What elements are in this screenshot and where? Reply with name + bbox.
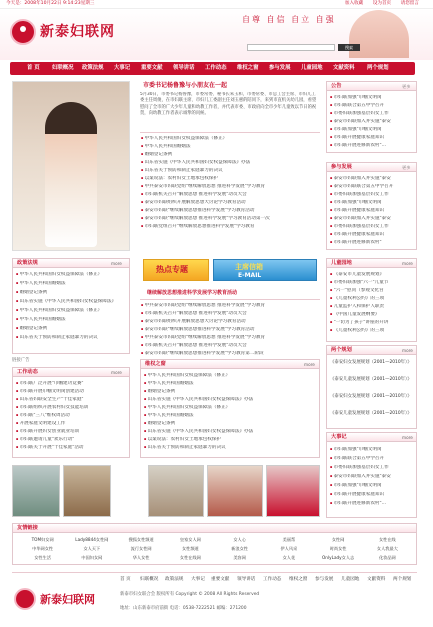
footer-logo-icon — [14, 588, 36, 610]
feature-list-item[interactable]: ▪ 中共泰安市妇联党组"继续解放思想 推进科学发展"学习教育 — [141, 184, 319, 191]
participate-item[interactable]: ▪ 泰安市妇联加入并实施"泰安 — [330, 176, 414, 183]
feature-list-item[interactable]: ▪ 泰安市妇联"继续解放思想推进科学发展"学习教育活动 — [141, 208, 319, 215]
friend-link[interactable]: 女性生活 — [34, 555, 51, 560]
nav-item[interactable]: 领导讲话 — [173, 65, 195, 71]
work-item[interactable]: ▪ 市妇联开展巾帼文明岗创建活动 — [16, 389, 127, 396]
feature-list-item[interactable]: ▪ 以案说法：农村妇女土地承包权保护 — [141, 176, 319, 183]
email-label: E-MAIL — [238, 272, 262, 279]
feature-title[interactable]: 市委书记杨鲁豫与小朋友在一起 — [143, 82, 228, 89]
nav-item[interactable]: 政策法规 — [82, 65, 104, 71]
special-item[interactable]: ▪ 中共泰安市妇联党组"继续解放思想 推进科学发展"学习教育 — [141, 335, 319, 342]
work-item[interactable]: ▪ 市妇联关于开展"十佳家庭"活动 — [16, 445, 127, 452]
nav-item[interactable]: 妇联概况 — [52, 65, 74, 71]
search-input[interactable] — [247, 44, 335, 51]
plan-item[interactable]: 《泰安儿童发展规划（2001—2010年）》 — [330, 377, 412, 382]
children-item[interactable]: ▪ "六一"慰问（参观文化宫 — [330, 288, 414, 295]
children-more-link[interactable]: more — [402, 261, 413, 266]
date-text: 今天是：2008年10月22日 9:14:23星期三 — [6, 1, 95, 6]
policy-item[interactable]: ▪ 中华人民共和国妇女权益保障法（修正） — [16, 272, 127, 279]
feature-list-item[interactable]: ▪ 市妇联党组召开"继续解放思想推进科学发展"学习教育 — [141, 224, 319, 231]
friend-link[interactable]: 女性在线 — [378, 537, 396, 542]
friends-header — [13, 524, 416, 533]
rights-item[interactable]: ▪ 山东省实施《中华人民共和国妇女权益保障法》办法 — [144, 397, 318, 404]
friend-link[interactable]: 新浪女性 — [231, 546, 248, 551]
special-item[interactable]: ▪ 市妇联机关召开"解放思想 推进科学发展"动员大会 — [141, 343, 319, 350]
nav-item[interactable]: 首 页 — [27, 65, 40, 71]
nav-item[interactable]: 维权之窗 — [237, 65, 259, 71]
bookmark-link[interactable]: 加入收藏 — [344, 1, 364, 6]
plan-item[interactable]: 《泰安妇女发展规划（2001—2010年）》 — [330, 394, 412, 399]
notice-item[interactable]: ▪ 市妇联加强"巾帼文明岗 — [330, 95, 414, 102]
children-item[interactable]: ▪ 《儿童权利公约》的三项 — [330, 296, 414, 303]
policy-title: 政策法规 — [17, 260, 38, 266]
plan-item[interactable]: 《泰安妇女发展规划（2001—2010年）》 — [330, 360, 412, 365]
feature-list-item[interactable]: ▪ 山东省实施《中华人民共和国妇女权益保障法》办法 — [141, 160, 319, 167]
main-nav — [10, 62, 415, 75]
footer-contact: 地址：山东新泰市府前街 电话：0538-7222521 邮编：271200 — [120, 606, 247, 611]
events-more-link[interactable]: more — [402, 435, 413, 440]
friend-link[interactable]: 中国妇女网 — [81, 555, 103, 560]
top-bar — [0, 0, 433, 9]
nav-item[interactable]: 两个规划 — [367, 65, 389, 71]
policy-item[interactable]: ▪ 婚姻登记条例 — [16, 290, 127, 297]
footer-nav-item[interactable]: 大事记 — [191, 577, 205, 582]
friend-link[interactable]: 搜狐女性频道 — [128, 537, 154, 542]
participate-item[interactable]: ▪ 泰安市妇联加入并实施"泰安 — [330, 216, 414, 223]
friend-link[interactable]: 美容网 — [233, 555, 246, 560]
events-item[interactable]: ▪ 市妇联开展健康家庭知识 — [330, 492, 414, 499]
participate-item[interactable]: ▪ 泰安市妇联联合第五中学召开 — [330, 184, 414, 191]
notice-item[interactable]: ▪ 市妇联开展健康家庭知识 — [330, 135, 414, 142]
nav-item[interactable]: 参与发展 — [269, 65, 291, 71]
top-links — [337, 1, 419, 8]
nav-item[interactable]: 重要文献 — [141, 65, 163, 71]
work-item[interactable]: ▪ 市妇联广泛开展"巾帼建功竞赛" — [16, 381, 127, 388]
rights-item[interactable]: ▪ 中华人民共和国妇女权益保障法（修正） — [144, 373, 318, 380]
work-item[interactable]: ▪ 市妇联开展妇女创业就业培训 — [16, 429, 127, 436]
friend-link[interactable]: OnlyLady女人志 — [322, 555, 355, 560]
hot-topic-label: 热点专题 — [156, 265, 188, 274]
footer-nav-item[interactable]: 工作动态 — [263, 577, 282, 582]
nav-item[interactable]: 工作动态 — [205, 65, 227, 71]
friend-link[interactable]: 皇家女人网 — [179, 537, 201, 542]
ad-link-label[interactable]: 链接广告 — [12, 358, 30, 363]
message-link[interactable]: 请您留言 — [400, 1, 419, 6]
events-item[interactable]: ▪ 市妇联开展进修新农村"... — [330, 501, 414, 508]
participate-title: 参与发展 — [331, 164, 352, 170]
children-item[interactable]: ▪ "一切为了孩子"讲座的开讲 — [330, 320, 414, 327]
events-item[interactable]: ▪ 市委妇联加强基层妇女工作 — [330, 465, 414, 472]
children-item[interactable]: ▪ 市委妇联加强"六一"儿童节 — [330, 280, 414, 287]
children-item[interactable]: ▪ 《泰安市儿童发展规划》 — [330, 272, 414, 279]
rights-item[interactable]: ▪ 中华人民共和国婚姻法 — [144, 413, 318, 420]
special-item[interactable]: ▪ 市妇联机关召开"解放思想 推进科学发展"动员大会 — [141, 311, 319, 318]
news-photo[interactable] — [207, 465, 263, 517]
set-homepage-link[interactable]: 设为首页 — [372, 1, 392, 6]
feature-photo-figure — [45, 102, 97, 247]
work-item[interactable]: ▪ 市妇联"三八"维权周活动 — [16, 413, 127, 420]
footer-nav-item[interactable]: 重要文献 — [211, 577, 230, 582]
rights-item[interactable]: ▪ 中华人民共和国妇女权益保障法（修正） — [144, 405, 318, 412]
feature-list-item[interactable]: ▪ 婚姻登记条例 — [141, 152, 319, 159]
footer-nav-item[interactable]: 领导讲话 — [237, 577, 256, 582]
plans-title: 两个规划 — [331, 347, 352, 353]
friend-link[interactable]: 华人女性 — [132, 555, 150, 560]
news-photo[interactable] — [148, 465, 204, 517]
friend-link[interactable]: 女人花 — [282, 555, 296, 560]
friend-link[interactable]: 女人心 — [233, 537, 246, 542]
plan-item[interactable]: 《泰安儿童发展规划（2001—2010年）》 — [330, 411, 412, 416]
children-item[interactable]: ▪ 《儿童权利公约》的三项 — [330, 328, 414, 335]
plans-more-link[interactable]: more — [402, 348, 413, 353]
news-photo[interactable] — [63, 465, 111, 517]
feature-list-item[interactable]: ▪ 中华人民共和国妇女权益保障法（修正） — [141, 136, 319, 143]
events-item[interactable]: ▪ 市妇联加强"巾帼文明岗 — [330, 483, 414, 490]
news-photo[interactable] — [12, 465, 60, 517]
notice-more-link[interactable]: 更多 — [402, 84, 411, 89]
rights-item[interactable]: ▪ 婚姻登记条例 — [144, 421, 318, 428]
footer-nav-item[interactable]: 文献资料 — [367, 577, 386, 582]
work-more-link[interactable]: more — [111, 370, 122, 375]
friend-link[interactable]: 化妆品网 — [378, 555, 396, 560]
friend-link[interactable]: 女人天下 — [83, 546, 101, 551]
friend-link[interactable]: 女性频道 — [181, 546, 199, 551]
special-item[interactable]: ▪ 泰安市妇联"继续解放思想推进科学发展"学习教育第二阶段 — [141, 351, 319, 358]
footer-nav — [0, 577, 433, 585]
events-item[interactable]: ▪ 市妇联联合第五中学召开 — [330, 456, 414, 463]
site-logo-text: 新泰妇联网 — [40, 24, 115, 40]
footer-nav-item[interactable]: 首 页 — [120, 577, 131, 582]
rights-item[interactable]: ▪ 中华人民共和国婚姻法 — [144, 381, 318, 388]
work-title: 工作动态 — [17, 369, 38, 375]
policy-more-link[interactable]: more — [111, 261, 122, 266]
policy-item[interactable]: ▪ 婚姻登记条例 — [16, 326, 127, 333]
participate-item[interactable]: ▪ 市妇联开展健康家庭知识 — [330, 232, 414, 239]
events-item[interactable]: ▪ 泰安市妇联加入并实施"泰安 — [330, 474, 414, 481]
friend-link[interactable]: 女性在线网 — [179, 555, 201, 560]
divider — [140, 132, 320, 133]
footer-nav-item[interactable]: 妇联概况 — [140, 577, 159, 582]
policy-item[interactable]: ▪ 中华人民共和国妇女权益保障法（修正） — [16, 308, 127, 315]
policy-item[interactable]: ▪ 中华人民共和国婚姻法 — [16, 317, 127, 324]
footer-nav-item[interactable]: 参与发展 — [315, 577, 334, 582]
friend-link[interactable]: 女人我最大 — [376, 546, 398, 551]
slogan: 自尊 自信 自立 自强 — [242, 15, 336, 24]
work-item[interactable]: ▪ 市妇联组织开展农村妇女技能培训 — [16, 405, 127, 412]
feature-summary: 5月30日，市委书记杨鲁豫，市委常委、秘书长朱玉和，市委常委、市总工会主席、市妇儿工委主任周俊，在市妇联主席、市妇儿工委副主任刘玉惠的陪同下，来到市直机关幼儿园，看望慰问了全市的广大少年儿童和幼教工作者，并代表市委、市政府向全市少年儿童致以节日的祝贺，向幼教工作者表示诚挚的问候。 — [140, 92, 317, 117]
friend-link[interactable]: 中华网女性 — [32, 546, 54, 551]
special-title[interactable]: 继续解放思想推进科学发展学习教育活动 — [147, 290, 238, 296]
notice-item[interactable]: ▪ 市妇联联合第五中学召开 — [330, 103, 414, 110]
friend-link[interactable]: 伊人风采 — [280, 546, 298, 551]
friend-link[interactable]: Lady8844女性网 — [75, 537, 109, 542]
work-item[interactable]: ▪ 市妇联邀请儿童"欢乐行动" — [16, 437, 127, 444]
children-item[interactable]: ▪ 《中国儿童发展纲要》 — [330, 312, 414, 319]
nav-item[interactable]: 文献资料 — [333, 65, 355, 71]
participate-item[interactable]: ▪ 市委妇联加强基层妇女工作 — [330, 224, 414, 231]
children-item[interactable]: ▪ 儿童监护人和保护人职责 — [330, 304, 414, 311]
search-button[interactable]: 搜索 — [338, 44, 360, 51]
feature-list-item[interactable]: ▪ 泰安市妇联组织开展解放思想大讨论学习教育活动 — [141, 200, 319, 207]
friend-link[interactable]: 女性网 — [331, 537, 345, 542]
footer-nav-item[interactable]: 儿童园地 — [341, 577, 360, 582]
rights-item[interactable]: ▪ 山东省实施《中华人民共和国妇女权益保障法》办法 — [144, 429, 318, 436]
feature-list-item[interactable]: ▪ 中华人民共和国婚姻法 — [141, 144, 319, 151]
mailbox-label: 主席信箱 — [235, 263, 263, 271]
rights-more-link[interactable]: more — [304, 362, 315, 367]
special-item[interactable]: ▪ 泰安市妇联"继续解放思想推进科学发展"学习教育活动 — [141, 327, 319, 334]
feature-list-item[interactable]: ▪ 泰安市妇联"继续解放思想 推进科学发展"学习教育活动第一次 — [141, 216, 319, 223]
news-photo[interactable] — [266, 465, 320, 517]
footer-nav-item[interactable]: 政策法规 — [165, 577, 184, 582]
rights-header — [141, 360, 319, 369]
footer-copyright: 新泰市妇女联合会 版权所有 Copyright © 2008 All Rights Reserved — [120, 592, 260, 597]
participate-more-link[interactable]: 更多 — [402, 165, 411, 170]
nav-item[interactable]: 儿童园地 — [301, 65, 323, 71]
nav-item[interactable]: 大事记 — [114, 65, 131, 71]
notice-title: 公告 — [331, 83, 342, 89]
children-title: 儿童园地 — [331, 260, 352, 266]
friends-links — [18, 537, 412, 563]
feature-list-item[interactable]: ▪ 山东省关于预防和制止家庭暴力的决议 — [141, 168, 319, 175]
policy-item[interactable]: ▪ 山东省关于预防和制止家庭暴力的决议 — [16, 335, 127, 342]
work-item[interactable]: ▪ 山东省妇联安全生产"十佳家庭" — [16, 397, 127, 404]
notice-item[interactable]: ▪ 市委妇联加强基层妇女工作 — [330, 111, 414, 118]
rights-title: 维权之窗 — [145, 361, 166, 367]
friend-link[interactable]: 美丽帮 — [282, 537, 296, 542]
footer-nav-item[interactable]: 维权之窗 — [289, 577, 308, 582]
mailbox-banner[interactable] — [213, 259, 317, 281]
rights-item[interactable]: ▪ 山东省关于预防和制止家庭暴力的决议 — [144, 445, 318, 452]
policy-item[interactable]: ▪ 中华人民共和国婚姻法 — [16, 281, 127, 288]
notice-item[interactable]: ▪ 泰安市妇联加入并实施"泰安 — [330, 119, 414, 126]
work-item[interactable]: ▪ 开展家庭文明建设工作 — [16, 421, 127, 428]
divider — [140, 299, 320, 300]
footer-nav-item[interactable]: 两个规划 — [393, 577, 412, 582]
rights-item[interactable]: ▪ 婚姻登记条例 — [144, 389, 318, 396]
notice-item[interactable]: ▪ 市妇联加强"巾帼文明岗 — [330, 127, 414, 134]
participate-item[interactable]: ▪ 市妇联开展进修新农村" — [330, 240, 414, 247]
notice-item[interactable]: ▪ 市妇联开展进修新农村"... — [330, 143, 414, 150]
participate-item[interactable]: ▪ 市妇联开展健康家庭知识 — [330, 208, 414, 215]
footer-site-name: 新泰妇联网 — [40, 593, 95, 606]
friend-link[interactable]: TOM妇女网 — [31, 537, 54, 542]
rights-item[interactable]: ▪ 以案说法：农村妇女土地承包权保护 — [144, 437, 318, 444]
friend-link[interactable]: 流行女性网 — [130, 546, 152, 551]
logo-icon — [10, 19, 36, 45]
policy-item[interactable]: ▪ 山东省实施《中华人民共和国妇女权益保障法》 — [16, 299, 127, 306]
footer-divider — [12, 572, 417, 573]
friend-link[interactable]: 时尚女性 — [329, 546, 347, 551]
friends-title: 友情链接 — [17, 525, 38, 531]
participate-item[interactable]: ▪ 市委妇联加强基层妇女工作 — [330, 192, 414, 199]
special-item[interactable]: ▪ 泰安市妇联组织开展解放思想大讨论学习教育活动 — [141, 319, 319, 326]
participate-item[interactable]: ▪ 市妇联加强"巾帼文明岗 — [330, 200, 414, 207]
feature-list-item[interactable]: ▪ 市妇联机关召开"解放思想 推进科学发展"动员大会 — [141, 192, 319, 199]
special-item[interactable]: ▪ 中共泰安市妇联党组"继续解放思想 推进科学发展"学习教育 — [141, 303, 319, 310]
events-item[interactable]: ▪ 市妇联加强"巾帼文明岗 — [330, 447, 414, 454]
events-title: 大事记 — [331, 434, 347, 440]
